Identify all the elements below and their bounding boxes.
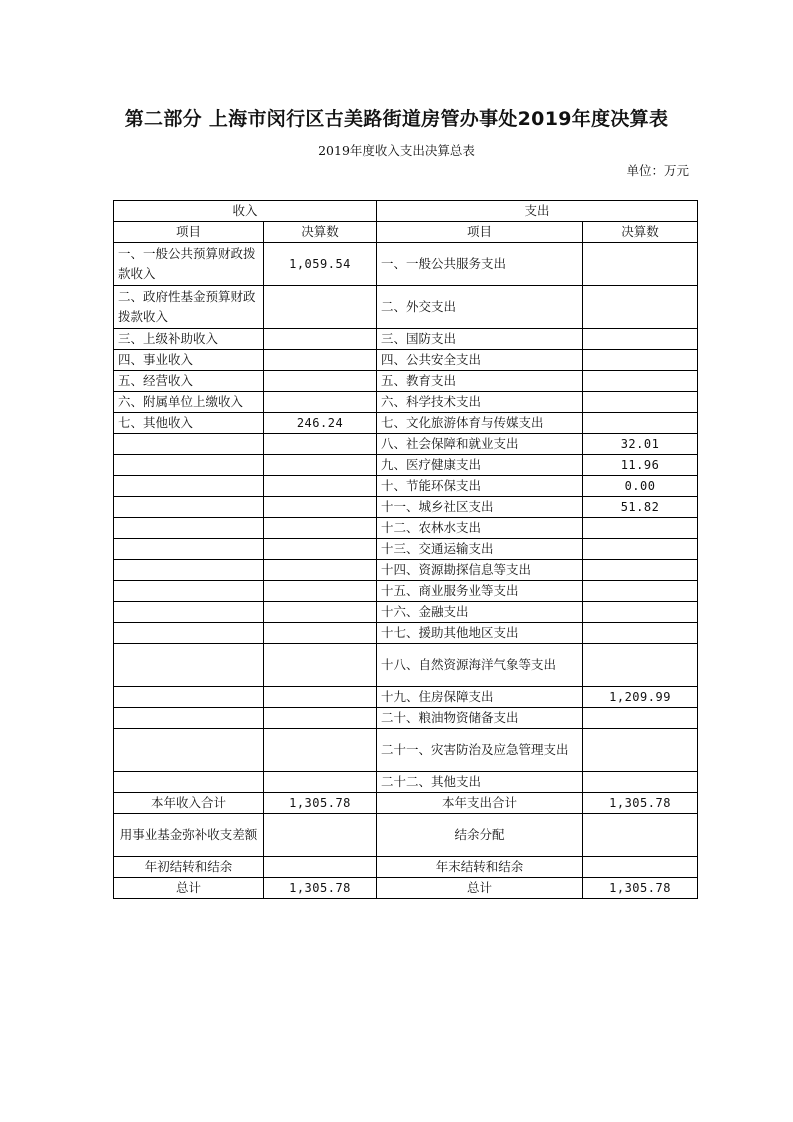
expense-amount-cell [583,708,698,729]
income-amount-cell [264,455,377,476]
table-row [114,350,698,371]
expense-item-cell: 二十二、其他支出 [377,772,583,793]
expense-amount-cell: 1,305.78 [583,878,698,899]
expense-amount-cell [583,539,698,560]
income-item-cell [114,687,264,708]
expense-amount-cell [583,772,698,793]
table-row [114,518,698,539]
expense-header: 支出 [377,201,698,222]
expense-amount-cell [583,644,698,687]
expense-item-cell: 二十一、灾害防治及应急管理支出 [377,729,583,772]
expense-amount-cell [583,623,698,644]
table-subtitle: 2019年度收入支出决算总表 [318,143,475,158]
expense-item-cell: 二十、粮油物资储备支出 [377,708,583,729]
income-item-cell [114,623,264,644]
column-header-row [114,222,698,243]
expense-item-cell: 十七、援助其他地区支出 [377,623,583,644]
income-amount-cell [264,518,377,539]
expense-item-cell: 五、教育支出 [377,371,583,392]
expense-item-cell: 十二、农林水支出 [377,518,583,539]
income-item-cell [114,602,264,623]
table-row [114,392,698,413]
expense-amount-cell [583,329,698,350]
expense-amount-cell [583,243,698,286]
expense-amount-cell [583,560,698,581]
expense-amount-cell: 51.82 [583,497,698,518]
expense-item-cell: 本年支出合计 [377,793,583,814]
expense-item-cell: 九、医疗健康支出 [377,455,583,476]
income-amount-cell [264,857,377,878]
expense-item-cell: 结余分配 [377,814,583,857]
expense-item-cell: 十四、资源勘探信息等支出 [377,560,583,581]
table-row [114,476,698,497]
table-row [114,539,698,560]
table-row [114,434,698,455]
expense-item-cell: 年末结转和结余 [377,857,583,878]
summary-row [114,814,698,857]
expense-item-cell: 十、节能环保支出 [377,476,583,497]
expense-item-cell: 八、社会保障和就业支出 [377,434,583,455]
table-row [114,623,698,644]
expense-item-cell: 十八、自然资源海洋气象等支出 [377,644,583,687]
table-row [114,602,698,623]
table-row [114,497,698,518]
income-item-cell: 七、其他收入 [114,413,264,434]
table-row [114,243,698,286]
income-amount-cell [264,623,377,644]
budget-table [113,200,698,899]
group-header-row [114,201,698,222]
table-row [114,286,698,329]
income-item-cell: 四、事业收入 [114,350,264,371]
table-row [114,455,698,476]
expense-item-cell: 七、文化旅游体育与传媒支出 [377,413,583,434]
income-amount-cell [264,371,377,392]
expense-item-cell: 总计 [377,878,583,899]
income-amount-cell [264,434,377,455]
income-item-cell: 本年收入合计 [114,793,264,814]
income-item-cell [114,644,264,687]
income-amount-cell [264,286,377,329]
expense-amount-cell [583,518,698,539]
income-item-cell [114,497,264,518]
income-amount-cell [264,708,377,729]
income-amount-cell [264,581,377,602]
income-amount-cell [264,814,377,857]
expense-item-cell: 一、一般公共服务支出 [377,243,583,286]
expense-item-cell: 十六、金融支出 [377,602,583,623]
income-amount-cell [264,729,377,772]
income-item-cell [114,560,264,581]
income-item-cell [114,434,264,455]
expense-amount-cell: 1,305.78 [583,793,698,814]
income-amount-cell: 1,305.78 [264,878,377,899]
income-amount-cell [264,476,377,497]
expense-item-cell: 六、科学技术支出 [377,392,583,413]
expense-amount-cell: 32.01 [583,434,698,455]
income-amount-cell: 1,059.54 [264,243,377,286]
income-item-cell: 六、附属单位上缴收入 [114,392,264,413]
expense-amount-cell [583,392,698,413]
income-amount-cell [264,350,377,371]
table-row [114,772,698,793]
income-amount-cell [264,687,377,708]
expense-amount-cell [583,729,698,772]
income-amount-cell [264,392,377,413]
income-item-header: 项目 [114,222,264,243]
expense-amount-cell [583,413,698,434]
page-title: 第二部分 上海市闵行区古美路街道房管办事处2019年度决算表 [124,108,669,130]
expense-item-cell: 二、外交支出 [377,286,583,329]
income-item-cell: 一、一般公共预算财政拨款收入 [114,243,264,286]
table-row [114,687,698,708]
expense-item-cell: 十九、住房保障支出 [377,687,583,708]
table-row [114,729,698,772]
expense-item-header: 项目 [377,222,583,243]
expense-amount-header: 决算数 [583,222,698,243]
income-item-cell [114,476,264,497]
table-row [114,413,698,434]
income-item-cell [114,729,264,772]
income-item-cell [114,581,264,602]
income-amount-cell: 1,305.78 [264,793,377,814]
table-row [114,329,698,350]
income-amount-cell [264,772,377,793]
income-item-cell [114,708,264,729]
summary-row [114,857,698,878]
expense-amount-cell: 11.96 [583,455,698,476]
expense-item-cell: 十五、商业服务业等支出 [377,581,583,602]
income-item-cell: 二、政府性基金预算财政拨款收入 [114,286,264,329]
expense-amount-cell: 0.00 [583,476,698,497]
income-amount-cell [264,497,377,518]
expense-item-cell: 四、公共安全支出 [377,350,583,371]
income-item-cell: 年初结转和结余 [114,857,264,878]
income-amount-cell [264,329,377,350]
income-amount-cell [264,644,377,687]
income-amount-cell [264,602,377,623]
summary-row [114,793,698,814]
summary-row [114,878,698,899]
expense-amount-cell: 1,209.99 [583,687,698,708]
expense-amount-cell [583,286,698,329]
income-item-cell: 总计 [114,878,264,899]
income-item-cell: 三、上级补助收入 [114,329,264,350]
table-row [114,560,698,581]
income-item-cell [114,772,264,793]
table-row [114,371,698,392]
income-item-cell: 用事业基金弥补收支差额 [114,814,264,857]
unit-label: 单位：万元 [626,163,689,178]
expense-item-cell: 三、国防支出 [377,329,583,350]
expense-item-cell: 十三、交通运输支出 [377,539,583,560]
expense-amount-cell [583,581,698,602]
income-item-cell [114,539,264,560]
expense-amount-cell [583,814,698,857]
table-row [114,708,698,729]
expense-amount-cell [583,350,698,371]
expense-amount-cell [583,857,698,878]
income-amount-cell [264,539,377,560]
expense-amount-cell [583,371,698,392]
table-row [114,581,698,602]
table-row [114,644,698,687]
income-header: 收入 [114,201,377,222]
income-amount-cell: 246.24 [264,413,377,434]
income-item-cell [114,518,264,539]
expense-item-cell: 十一、城乡社区支出 [377,497,583,518]
income-amount-cell [264,560,377,581]
income-item-cell [114,455,264,476]
income-amount-header: 决算数 [264,222,377,243]
income-item-cell: 五、经营收入 [114,371,264,392]
expense-amount-cell [583,602,698,623]
